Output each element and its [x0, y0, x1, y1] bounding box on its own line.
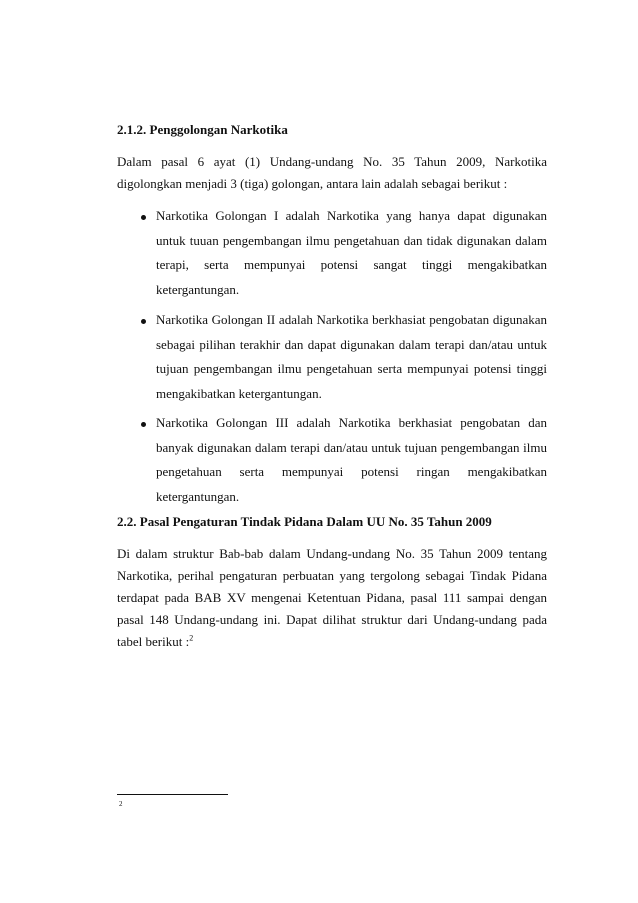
- paragraph-line: banyak digunakan dalam terapi dan/atau untuk tujuan pengembangan ilmu: [156, 439, 547, 455]
- footnote-reference[interactable]: 2: [189, 633, 194, 643]
- paragraph-line: terdapat pada BAB XV mengenai Ketentuan Pidana, pasal 111 sampai dengan: [117, 590, 547, 605]
- paragraph-line: untuk tuuan pengembangan ilmu pengetahuan dan tidak digunakan dalam: [156, 232, 547, 248]
- list-item-text: [156, 411, 547, 509]
- paragraph-line: Narkotika Golongan III adalah Narkotika berkhasiat pengobatan dan: [156, 415, 547, 430]
- paragraph-line: ketergantungan.: [156, 488, 240, 504]
- footnote-mark: 2: [119, 800, 123, 808]
- paragraph-line: pengetahuan serta mempunyai potensi ringan mengakibatkan: [156, 464, 547, 479]
- paragraph-line: sebagai pilihan terakhir dan dapat digunakan dalam terapi dan/atau untuk: [156, 336, 547, 352]
- body-paragraph: [117, 543, 547, 653]
- paragraph-line: [117, 631, 547, 653]
- bullet-icon: [141, 422, 146, 427]
- paragraph-line: Narkotika, perihal pengaturan perbuatan yang tergolong sebagai Tindak Pidana: [117, 568, 547, 583]
- paragraph-line: Narkotika Golongan II adalah Narkotika berkhasiat pengobatan digunakan: [156, 312, 547, 327]
- bullet-icon: [141, 319, 146, 324]
- paragraph-line: tujuan pengembangan ilmu pengetahuan serta mempunyai potensi tinggi: [156, 361, 547, 376]
- section-heading-2-2: 2.2. Pasal Pengaturan Tindak Pidana Dalam UU No. 35 Tahun 2009: [117, 514, 492, 529]
- paragraph-line: terapi, serta mempunyai potensi sangat tinggi mengakibatkan: [156, 257, 547, 272]
- paragraph-line: digolongkan menjadi 3 (tiga) golongan, antara lain adalah sebagai berikut :: [117, 176, 508, 191]
- section-heading-2-1-2: 2.1.2. Penggolongan Narkotika: [117, 122, 288, 137]
- paragraph-line: Di dalam struktur Bab-bab dalam Undang-undang No. 35 Tahun 2009 tentang: [117, 546, 547, 561]
- list-item-text: [156, 308, 547, 406]
- paragraph-line: Dalam pasal 6 ayat (1) Undang-undang No. 35 Tahun 2009, Narkotika: [117, 154, 547, 169]
- footnote-separator: [117, 794, 228, 795]
- list-item-text: [156, 204, 547, 302]
- paragraph-line-text: tabel berikut :: [117, 634, 190, 649]
- intro-paragraph: [117, 151, 547, 195]
- bullet-icon: [141, 215, 146, 220]
- paragraph-line: Narkotika Golongan I adalah Narkotika yang hanya dapat digunakan: [156, 208, 547, 223]
- paragraph-line: mengakibatkan ketergantungan.: [156, 385, 322, 401]
- paragraph-line: pasal 148 Undang-undang ini. Dapat dilihat struktur dari Undang-undang pada: [117, 612, 547, 627]
- paragraph-line: ketergantungan.: [156, 281, 240, 297]
